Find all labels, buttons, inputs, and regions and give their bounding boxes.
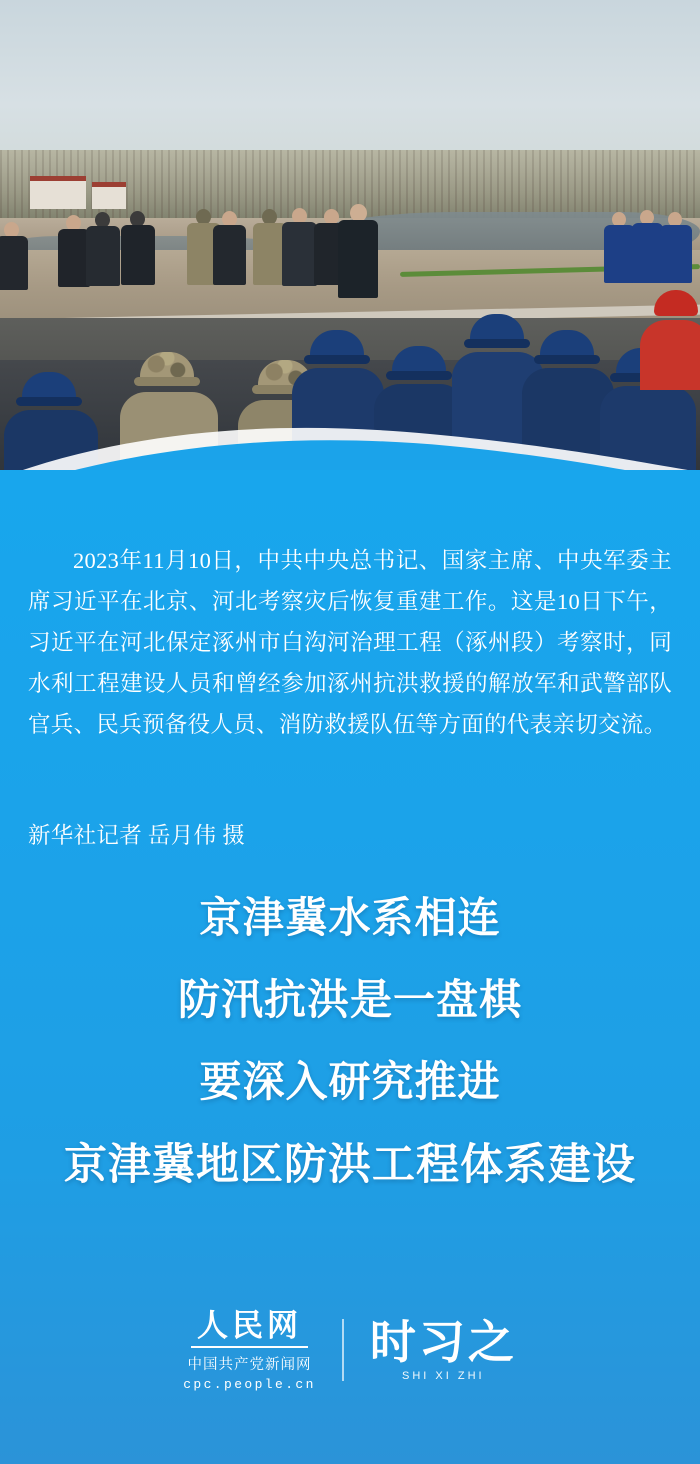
footer-logos [0,1290,700,1410]
people-cn-logo-url: cpc.people.cn [183,1376,316,1392]
person-body [0,236,28,290]
village-building [92,182,126,209]
shixizhi-logo-title: 时习之 [369,1317,517,1368]
headline-line-4: 京津冀地区防洪工程体系建设 [64,1142,636,1189]
person-body [213,225,246,285]
people-cn-logo-mark: 人民网 [191,1309,308,1348]
person-shoulders [640,320,700,390]
shixizhi-logo-pinyin: SHI XI ZHI [402,1370,485,1382]
photo-credit: 新华社记者 岳月伟 摄 [28,823,246,848]
person-body [86,226,120,286]
people-cn-logo-subtitle: 中国共产党新闻网 [187,1356,312,1373]
headline-line-2: 防汛抗洪是一盘棋 [177,978,522,1024]
person-body [632,223,663,283]
person-body-main [338,220,378,298]
person-body [282,222,317,286]
person-body [604,225,635,283]
headline-block [0,885,700,1214]
person-body [660,225,692,283]
village-building [30,176,86,209]
people-cn-logo [183,1309,316,1392]
news-photo [0,0,700,500]
photo-caption: 2023年11月10日，中共中央总书记、国家主席、中央军委主席习近平在北京、河北考察灾后恢复重建工作。这是10日下午，习近平在河北保定涿州市白沟河治理工程（涿州段）考察时，同水利工程建设人员和曾经参加涿州抗洪救援的解放军和武警部队官兵、民兵预备役人员、消防救援队伍等方面的代表亲切交流。 [28,548,672,737]
logo-divider [342,1319,344,1381]
headline-line-1: 京津冀水系相连 [199,896,501,942]
person-body [121,225,155,285]
headline-line-3: 要深入研究推进 [199,1060,501,1106]
shixizhi-logo [370,1318,517,1382]
